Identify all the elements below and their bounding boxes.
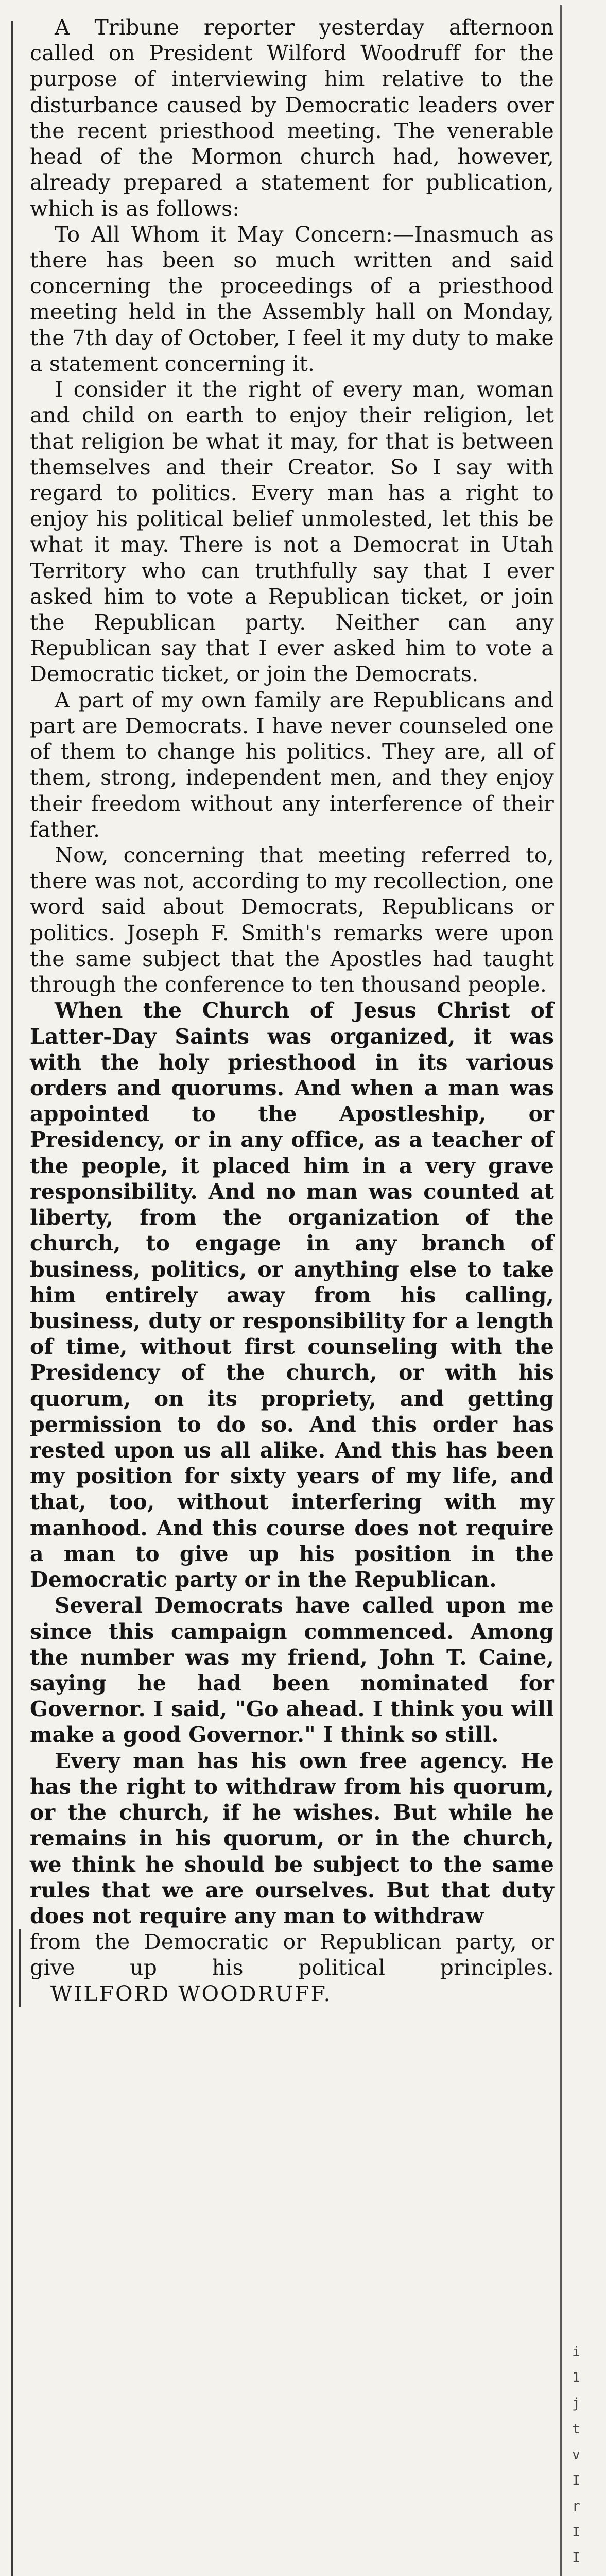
article-paragraph-agency: Every man has his own free agency. He has the right to withdraw from his quorum, or the church, if he wishes. But while he remains in his quorum, or in the church, we think he should be subject to the same rules that we are ourselves. But that duty does not require any man to withdraw xyxy=(30,1748,554,1928)
signature: WILFORD WOODRUFF. xyxy=(50,1981,332,2006)
margin-mark: 1 xyxy=(572,2370,580,2385)
article-paragraph-caine: Several Democrats have called upon me since this campaign commenced. Among the number was my friend, John T. Caine, saying he had been nominated for Governor. I said, "Go ahead. I think you will make a good Governor." I think so still. xyxy=(30,1593,554,1748)
margin-mark: r xyxy=(572,2499,580,2514)
margin-mark: I xyxy=(572,2550,580,2566)
article-paragraph-intro: A Tribune reporter yesterday afternoon called on President Wilford Woodruff for the purpose of interviewing him relative to the disturbance caused by Democratic leaders over the recent priesthood meeting. The venerable head of the Mormon church had, however, already prepared a statement for publication, which is as follows: xyxy=(30,15,554,221)
margin-mark: I xyxy=(572,2524,580,2540)
article-paragraph-meeting: Now, concerning that meeting referred to, there was not, according to my recollection, one word said about Democrats, Republicans or politics. Joseph F. Smith's remarks were upon the same subject that the Apostles had taught through the conference to ten thousand people. xyxy=(30,843,554,997)
margin-mark: I xyxy=(572,2473,580,2488)
article-closing xyxy=(19,1929,554,2007)
article-body xyxy=(30,14,554,2007)
margin-mark: j xyxy=(572,2396,580,2411)
column-rule-right xyxy=(560,5,562,2576)
column-rule-left xyxy=(11,21,13,2576)
closing-text: from the Democratic or Republican party, or give up his political principles. xyxy=(30,1929,554,1980)
margin-mark: v xyxy=(572,2447,580,2463)
adjacent-column-fragments xyxy=(568,2339,584,2576)
article-paragraph-religion-politics: I consider it the right of every man, woman and child on earth to enjoy their religion, let that religion be what it may, for that is between themselves and their Creator. So I say with regard to politics. Every man has a right to enjoy his political belief unmolested, let this be what it may. There is not a Democrat in Utah Territory who can truthfully say that I ever asked him to vote a Republican ticket, or join the Republican party. Neither can any Republican say that I ever asked him to vote a Democratic ticket, or join the Democrats. xyxy=(30,377,554,687)
margin-mark xyxy=(568,2571,584,2576)
article-paragraph-family: A part of my own family are Republicans and part are Democrats. I have never counseled one of them to change his politics. They are, all of them, strong, independent men, and they enjoy their freedom without any interference of their father. xyxy=(30,687,554,842)
margin-mark: i xyxy=(572,2344,580,2360)
article-paragraph-salutation: To All Whom it May Concern:—Inasmuch as there has been so much written and said concerning the proceedings of a priesthood meeting held in the Assembly hall on Monday, the 7th day of October, I feel it my duty to make a statement concerning it. xyxy=(30,222,554,376)
margin-mark: t xyxy=(572,2421,580,2437)
article-paragraph-priesthood: When the Church of Jesus Christ of Latter-Day Saints was organized, it was with the holy priesthood in its various orders and quorums. And when a man was appointed to the Apostleship, or Presidency, or in any office, as a teacher of the people, it placed him in a very grave responsibility. And no man was counted at liberty, from the organization of the church, to engage in any branch of business, politics, or anything else to take him entirely away from his calling, business, duty or responsibility for a length of time, without first counseling with the Presidency of the church, or with his quorum, on its propriety, and getting permission to do so. And this order has rested upon us all alike. And this has been my position for sixty years of my life, and that, too, without interfering with my manhood. And this course does not require a man to give up his position in the Democratic party or in the Republican. xyxy=(30,998,554,1592)
